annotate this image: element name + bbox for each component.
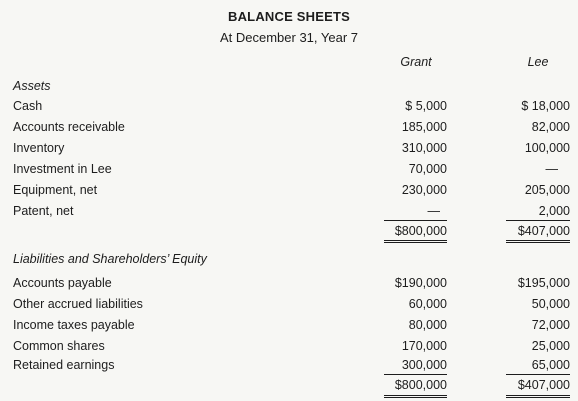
row-label: Accounts payable <box>13 276 112 290</box>
lee-value: 82,000 <box>531 120 570 134</box>
grant-value: 185,000 <box>401 120 447 134</box>
table-row <box>0 315 578 335</box>
grant-value: 170,000 <box>401 339 447 353</box>
table-row <box>0 138 578 158</box>
total-double-rule <box>506 395 570 398</box>
table-row <box>0 201 578 221</box>
grant-total-liabilities: $800,000 <box>394 378 447 392</box>
total-row-liabilities <box>0 375 578 395</box>
total-double-rule <box>384 240 447 243</box>
lee-value: 2,000 <box>538 204 570 218</box>
grant-total-assets: $800,000 <box>394 224 447 238</box>
table-row <box>0 117 578 137</box>
grant-value: 60,000 <box>408 297 447 311</box>
row-label: Cash <box>13 99 43 113</box>
lee-value: 25,000 <box>531 339 570 353</box>
page-subtitle: At December 31, Year 7 <box>219 30 359 45</box>
row-label: Other accrued liabilities <box>13 297 143 311</box>
row-label: Income taxes payable <box>13 318 135 332</box>
table-row <box>0 355 578 375</box>
total-double-rule <box>384 395 447 398</box>
lee-value: 100,000 <box>524 141 570 155</box>
row-label: Equipment, net <box>13 183 98 197</box>
lee-value: 205,000 <box>524 183 570 197</box>
column-header-grant: Grant <box>400 55 432 69</box>
grant-value: — <box>427 204 440 218</box>
table-row <box>0 294 578 314</box>
row-label: Investment in Lee <box>13 162 112 176</box>
grant-value: 70,000 <box>408 162 447 176</box>
row-label: Accounts receivable <box>13 120 125 134</box>
lee-value: $195,000 <box>517 276 570 290</box>
lee-value: 50,000 <box>531 297 570 311</box>
grant-value: 300,000 <box>401 358 447 372</box>
lee-value: 72,000 <box>531 318 570 332</box>
lee-value: $ 18,000 <box>521 99 570 113</box>
column-header-lee: Lee <box>527 55 549 69</box>
grant-value: $ 5,000 <box>405 99 447 113</box>
table-row <box>0 180 578 200</box>
lee-total-liabilities: $407,000 <box>517 378 570 392</box>
table-row <box>0 159 578 179</box>
grant-value: $190,000 <box>394 276 447 290</box>
row-label: Patent, net <box>13 204 74 218</box>
table-row <box>0 336 578 356</box>
total-row-assets <box>0 221 578 241</box>
table-row <box>0 96 578 116</box>
row-label: Inventory <box>13 141 65 155</box>
grant-value: 230,000 <box>401 183 447 197</box>
section-heading-assets: Assets <box>13 79 51 93</box>
lee-value: 65,000 <box>531 358 570 372</box>
grant-value: 80,000 <box>408 318 447 332</box>
total-double-rule <box>506 240 570 243</box>
row-label: Common shares <box>13 339 105 353</box>
section-heading-liabilities: Liabilities and Shareholders’ Equity <box>13 252 207 266</box>
lee-value: — <box>545 162 558 176</box>
table-row <box>0 273 578 293</box>
grant-value: 310,000 <box>401 141 447 155</box>
row-label: Retained earnings <box>13 358 115 372</box>
page-title: BALANCE SHEETS <box>228 9 350 24</box>
lee-total-assets: $407,000 <box>517 224 570 238</box>
